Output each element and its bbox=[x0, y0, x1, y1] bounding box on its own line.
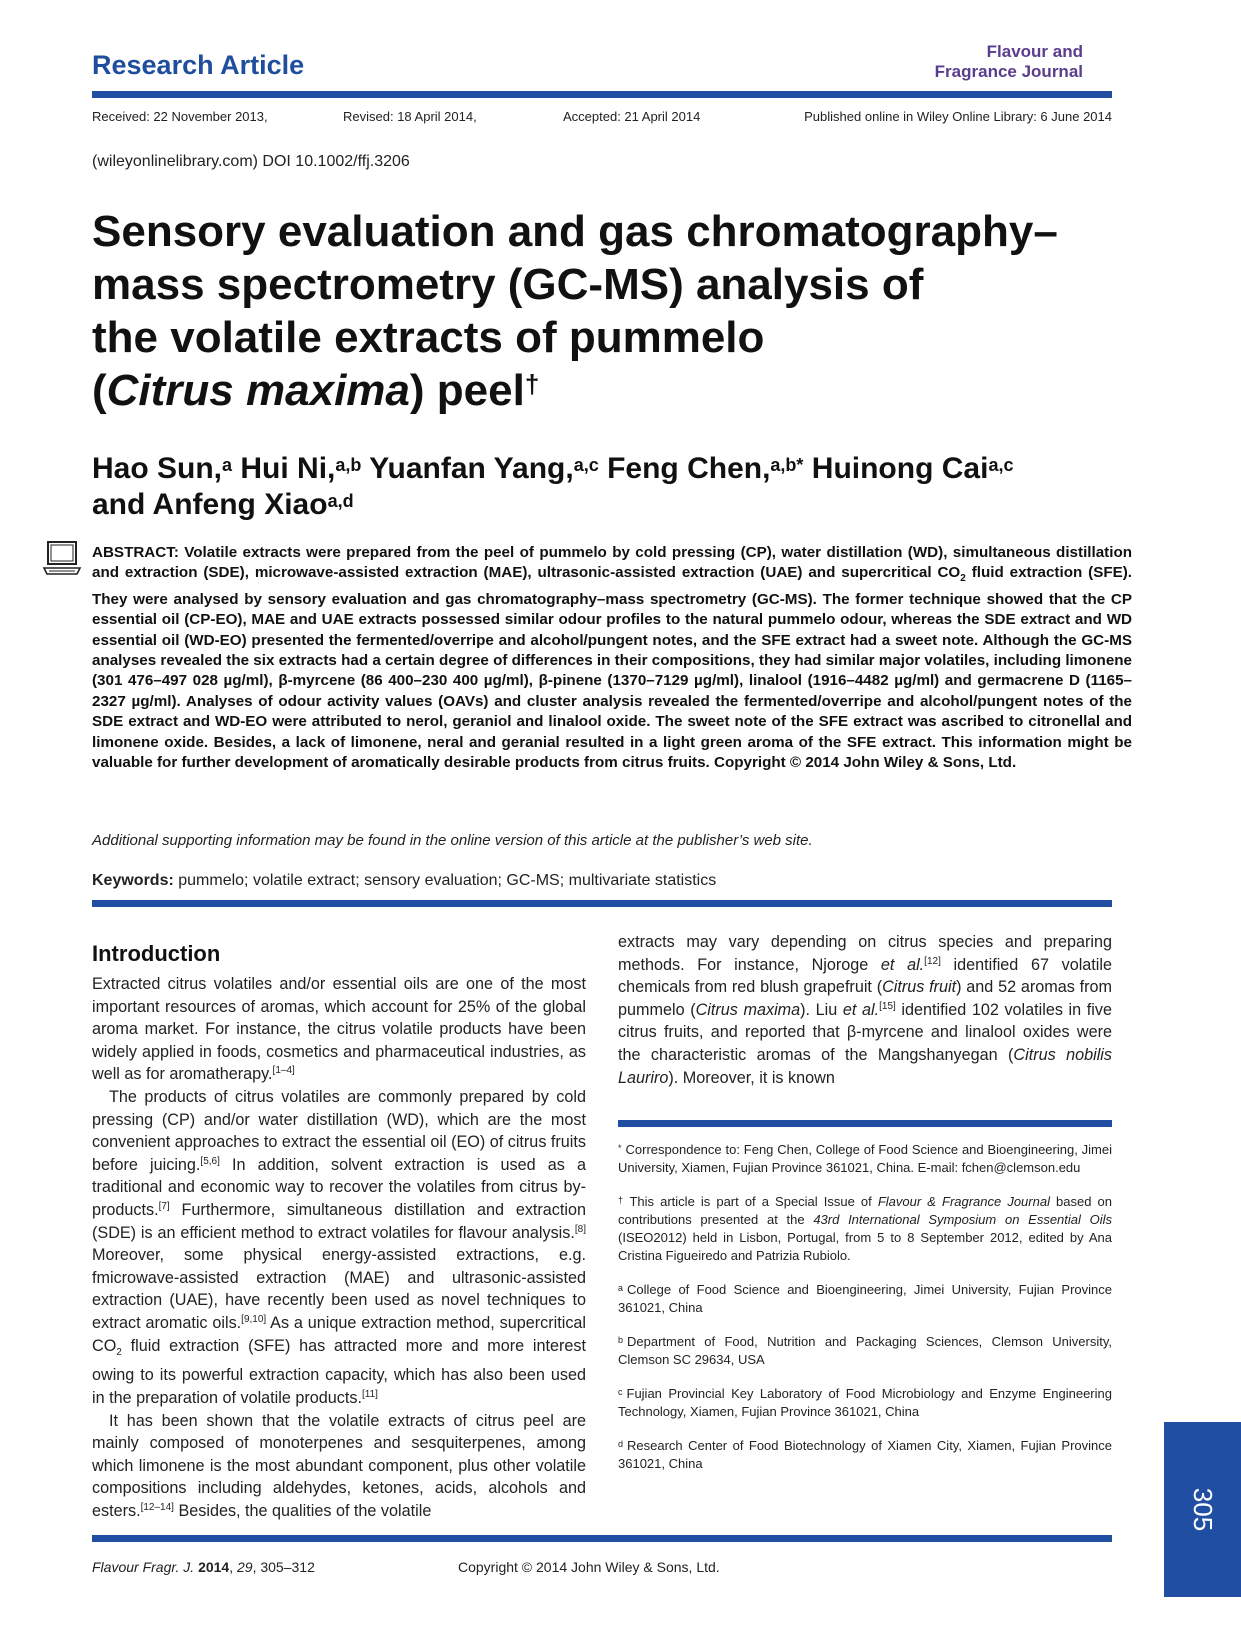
author-affiliation: a,b bbox=[335, 455, 362, 475]
right-column bbox=[618, 931, 1112, 1089]
header-rule bbox=[92, 91, 1112, 98]
affiliation-note: $^b$ Department of Food, Nutrition and Packaging Sciences, Clemson University, Clemson SC 29634, USA bbox=[618, 1334, 1112, 1367]
revised-date: Revised: 18 April 2014, bbox=[343, 109, 477, 124]
author-name: Hui Ni, bbox=[240, 452, 336, 485]
section-label: Research Article bbox=[92, 50, 305, 80]
citation[interactable]: [12] bbox=[924, 955, 941, 967]
title-line: Sensory evaluation and gas chromatography– bbox=[92, 207, 1058, 256]
correspondence-note: * Correspondence to: Feng Chen, College of Food Science and Bioengineering, Jimei University, Xiamen, Fujian Province 361021, China. E-mail: fchen@clemson.edu bbox=[618, 1142, 1112, 1175]
article-title bbox=[92, 205, 1132, 417]
author-name: Huinong Cai bbox=[811, 452, 989, 485]
received-date: Received: 22 November 2013, bbox=[92, 109, 268, 124]
citation[interactable]: [7] bbox=[158, 1200, 170, 1212]
citation[interactable]: [12–14] bbox=[140, 1501, 174, 1513]
abstract: ABSTRACT: Volatile extracts were prepared from the peel of pummelo by cold pressing (CP), water distillation (WD), simultaneous distillation and extraction (SDE), microwave-assisted extraction (MAE), ultrasonic-assisted extraction (UAE) and supercritical $CO_2$ fluid extraction (SFE). They were analysed by sensory evaluation and gas chromatography–mass spectrometry (GC-MS). The former technique showed that the CP essential oil (CP-EO), MAE and UAE extracts possessed similar odour profiles to the natural pummelo odour, whereas the SDE extract and WD essential oil (WD-EO) presented the fermented/overripe and alcohol/pungent notes, and the SFE extract had a sweet note. Although the GC-MS analyses revealed the six extracts had a certain degree of differences in their compositions, they had similar major volatiles, including limonene (301 476–497 028 µg/ml), β-myrcene (86 400–230 400 µg/ml), β-pinene (1370–7129 µg/ml), linalool (1916–4482 µg/ml) and germacrene D (1165–2327 µg/ml). Analyses of odour activity values (OAVs) and cluster analysis revealed the fermented/overripe and alcohol/pungent notes of the SDE extract and WD-EO were attributed to nerol, geraniol and linalool oxide. The sweet note of the SFE extract was ascribed to citronellal and limonene oxide. Besides, a lack of limonene, neral and geranial resulted in a light green aroma of the SFE extract. This information might be valuable for further development of aromatically desirable products from citrus fruits. Copyright © 2014 John Wiley & Sons, Ltd. bbox=[92, 544, 1133, 772]
author-affiliation: a,d bbox=[327, 491, 354, 511]
author-line bbox=[92, 487, 1132, 523]
keywords-text: pummelo; volatile extract; sensory evaluation; GC-MS; multivariate statistics bbox=[173, 872, 717, 889]
dagger-mark: † bbox=[524, 369, 540, 399]
footer-copyright: Copyright © 2014 John Wiley & Sons, Ltd. bbox=[458, 1559, 720, 1575]
affiliation-note: $^d$ Research Center of Food Biotechnology of Xiamen City, Xiamen, Fujian Province 361021, China bbox=[618, 1438, 1112, 1471]
author-name: Feng Chen, bbox=[607, 452, 771, 485]
author-name: and Anfeng Xiao bbox=[92, 488, 328, 521]
affiliation-note: $^a$ College of Food Science and Bioengineering, Jimei University, Fujian Province 361021, China bbox=[618, 1282, 1112, 1315]
author-list bbox=[92, 451, 1132, 523]
paragraph: The products of citrus volatiles are commonly prepared by cold pressing (CP) and/or water distillation (WD), which are the most convenient approaches to extract the essential oil (EO) of citrus fruits before juicing.[5,6] In addition, solvent extraction is used as a traditional and economic way to recover the volatiles from citrus by-products.[7] Furthermore, simultaneous distillation and extraction (SDE) is an efficient method to extract volatiles for flavour analysis.[8] Moreover, some physical energy-assisted extractions, e.g. fmicrowave-assisted extraction (MAE) and ultrasonic-assisted extraction (UAE), have recently been used as novel techniques to extract aromatic oils.[9,10] As a unique extraction method, supercritical $CO_2$ fluid extraction (SFE) has attracted more and more interest owing to its powerful extraction capacity, which has also been used in the preparation of volatile products.[11] bbox=[92, 1087, 587, 1407]
footnote-rule bbox=[618, 1120, 1112, 1127]
supporting-info-note: Additional supporting information may be found in the online version of this article at the publisher’s web site. bbox=[92, 832, 813, 849]
doi-line[interactable]: (wileyonlinelibrary.com) DOI 10.1002/ffj.3206 bbox=[92, 153, 410, 170]
citation[interactable]: [5,6] bbox=[200, 1155, 220, 1167]
keywords bbox=[92, 872, 1132, 890]
published-date: Published online in Wiley Online Library: 6 June 2014 bbox=[804, 109, 1112, 124]
paragraph: It has been shown that the volatile extracts of citrus peel are mainly composed of monoterpenes and sesquiterpenes, among which limonene is the most abundant component, plus other volatile compositions including aldehydes, ketones, acids, alcohols and esters.[12–14] Besides, the qualities of the volatile bbox=[92, 1411, 586, 1520]
left-column bbox=[92, 973, 586, 1522]
author-affiliation: a,c bbox=[573, 455, 599, 475]
footnotes bbox=[618, 1141, 1112, 1489]
citation[interactable]: [9,10] bbox=[241, 1313, 267, 1325]
title-line: (Citrus maxima) peel† bbox=[92, 366, 540, 415]
journal-logo bbox=[923, 42, 1083, 82]
paragraph: Extracted citrus volatiles and/or essential oils are one of the most important resources of aromas, which account for 25% of the global aroma market. For instance, the citrus volatile products have been widely applied in foods, cosmetics and pharmaceutical industries, as well as for aromatherapy.[1–4] bbox=[92, 975, 586, 1084]
author-name: Hao Sun, bbox=[92, 452, 223, 485]
author-affiliation: a bbox=[222, 455, 233, 475]
citation[interactable]: [8] bbox=[574, 1223, 586, 1235]
section-heading: Introduction bbox=[92, 941, 221, 966]
abstract-rule bbox=[92, 900, 1112, 907]
journal-logo-line1: Flavour and bbox=[986, 42, 1083, 61]
journal-citation: Flavour Fragr. J. 2014, 29, 305–312 bbox=[92, 1559, 315, 1575]
special-issue-note: † This article is part of a Special Issue of Flavour & Fragrance Journal based on contributions presented at the 43rd International Symposium on Essential Oils (ISEO2012) held in Lisbon, Portugal, from 5 to 8 September 2012, edited by Ana Cristina Figueiredo and Patrizia Rubiolo. bbox=[618, 1194, 1113, 1263]
author-affiliation: a,b* bbox=[770, 455, 804, 475]
title-line: the volatile extracts of pummelo bbox=[92, 313, 765, 362]
author-name: Yuanfan Yang, bbox=[369, 452, 574, 485]
citation[interactable]: [15] bbox=[879, 1000, 896, 1012]
citation[interactable]: [11] bbox=[361, 1388, 378, 1400]
affiliation-note: $^c$ Fujian Provincial Key Laboratory of Food Microbiology and Enzyme Engineering Technology, Xiamen, Fujian Province 361021, China bbox=[618, 1386, 1112, 1419]
laptop-icon bbox=[42, 540, 82, 578]
author-line bbox=[92, 451, 1132, 487]
footer-rule bbox=[92, 1535, 1112, 1542]
author-affiliation: a,c bbox=[988, 455, 1014, 475]
page-number: 305 bbox=[1187, 1487, 1218, 1532]
accepted-date: Accepted: 21 April 2014 bbox=[563, 109, 701, 124]
paragraph: extracts may vary depending on citrus species and preparing methods. For instance, Njoroge et al.[12] identified 67 volatile chemicals from red blush grapefruit (Citrus fruit) and 52 aromas from pummelo (Citrus maxima). Liu et al.[15] identified 102 volatiles in five citrus fruits, and reported that β-myrcene and linalool oxides were the characteristic aromas of the Mangshanyegan (Citrus nobilis Lauriro). Moreover, it is known bbox=[618, 933, 1112, 1087]
title-line: mass spectrometry (GC-MS) analysis of bbox=[92, 260, 924, 309]
citation[interactable]: [1–4] bbox=[272, 1065, 295, 1077]
journal-logo-line2: Fragrance Journal bbox=[934, 62, 1083, 81]
keywords-label: Keywords: bbox=[92, 872, 174, 889]
